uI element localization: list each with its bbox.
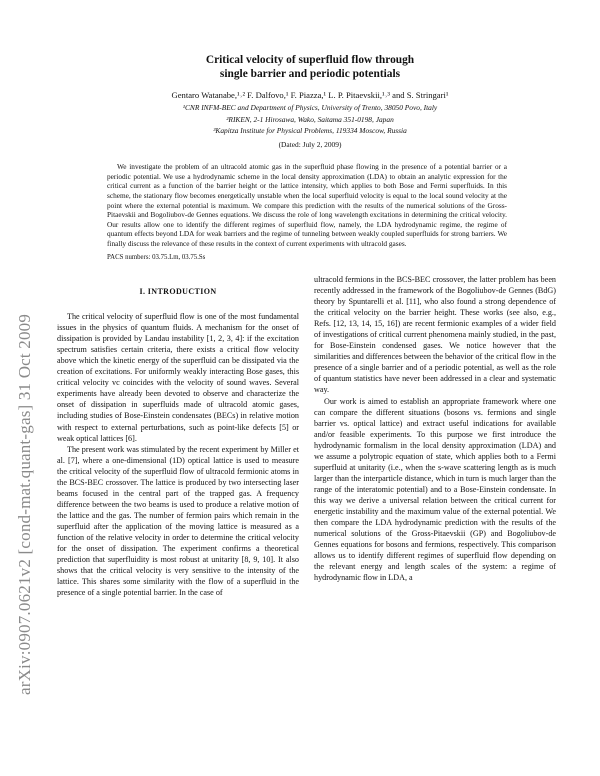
affiliation-3: ³Kapitza Institute for Physical Problems, 119334 Moscow, Russia [213, 126, 407, 135]
title-line-1: Critical velocity of superfluid flow through [205, 54, 415, 66]
body-paragraph: The critical velocity of superfluid flow is one of the most fundamental issues in the physics of quantum fluids. A mechanism for the onset of dissipation is provided by Landau instability [1, 2, 3, 4]: if the excitation spectrum satisfies certain criteria, there exists a critical flow velocity above which the kinetic energy of the superfluid can be dissipated via the creation of excitations. For uniformly weakly interacting Bose gases, this critical velocity vc coincides with the velocity of sound waves. Several experiments have already been devoted to observe and characterize the onset of dissipation in superfluids made of ultracold atomic gases, including studies of Bose-Einstein condensates (BECs) in relative motion with respect to external perturbations, such as point-like defects [5] or weak optical lattices [6]. [57, 312, 299, 443]
paper-title [60, 53, 560, 81]
abstract: We investigate the problem of an ultracold atomic gas in the superfluid phase flowing in the presence of a potential barrier or a periodic potential. We use a hydrodynamic scheme in the local density approximation (LDA) to obtain an analytic expression for the critical current as a function of the barrier height or the lattice intensity, which applies to both Bose and Fermi superfluids. In this scheme, the stationary flow becomes energetically unstable when the local superfluid velocity is equal to the local sound velocity at the point where the external potential is maximum. We compare this prediction with the results of the numerical solutions of the Gross-Pitaevskii and Bogoliubov-de Gennes equations. We discuss the role of long wavelength excitations in determining the critical velocity. Our results allow one to identify the different regimes of superfluid flow, namely, the LDA hydrodynamic regime, the regime of quantum effects beyond LDA for weak barriers and the regime of tunneling between weakly coupled superfluids for strong barriers. We finally discuss the relevance of these results in the context of current experiments with ultracold gases. [107, 162, 507, 249]
section-heading-introduction: I. INTRODUCTION [139, 287, 217, 296]
pacs-numbers: PACS numbers: 03.75.Lm, 03.75.Ss [107, 254, 206, 261]
title-line-2: single barrier and periodic potentials [219, 68, 401, 80]
arxiv-identifier: arXiv:0907.0621v2 [cond-mat.quant-gas] 31 Oct 2009 [15, 313, 34, 695]
body-paragraph: ultracold fermions in the BCS-BEC crossover, the latter problem has been recently addressed in the framework of the Bogoliubov-de Gennes (BdG) theory by Spuntarelli et al. [11], who also found a strong dependence of the critical velocity on the barrier height. These works (see also, e.g., Refs. [12, 13, 14, 15, 16]) are recent fermionic examples of a wider field of investigations of critical current phenomena mainly studied, in the past, for Bose-Einstein condensed gases. We notice however that the similarities and differences between the behavior of the critical flow in the presence of a single barrier and of a periodic potential, as well as the role of quantum statistics have never been addressed in a clear and systematic way. [314, 275, 556, 395]
author-list: Gentaro Watanabe,¹˒² F. Dalfovo,¹ F. Piazza,¹ L. P. Pitaevskii,¹˒³ and S. Stringari¹ [171, 90, 449, 100]
affiliation-1: ¹CNR INFM-BEC and Department of Physics, University of Trento, 38050 Povo, Italy [182, 103, 438, 112]
affiliation-2: ²RIKEN, 2-1 Hirosawa, Wako, Saitama 351-0198, Japan [226, 115, 394, 124]
arxiv-sidebar [8, 175, 42, 695]
dated-line: (Dated: July 2, 2009) [278, 140, 342, 149]
body-paragraph: Our work is aimed to establish an appropriate framework where one can compare the different situations (bosons vs. fermions and single barrier vs. optical lattice) and extract useful indications for available and/or feasible experiments. To this purpose we first introduce the hydrodynamic formalism in the local density approximation (LDA) and we assume a polytropic equation of state, which applies both to a Fermi superfluid at unitarity (i.e., when the s-wave scattering length as is much larger than the interparticle distance, which in turn is much larger than the range of the interatomic potential) and to a Bose-Einstein condensate. In this way we derive a universal relation between the critical current for energetic instability and the maximum value of the external potential. We then compare the LDA hydrodynamic prediction with the results of the numerical solutions of the Gross-Pitaevskii (GP) and Bogoliubov-de Gennes equations for bosons and fermions, respectively. This comparison allows us to identify different regimes of superfluid flow depending on the relevant energy and length scales of the system: a regime of hydrodynamic flow in LDA, a [314, 396, 556, 583]
body-paragraph: The present work was stimulated by the recent experiment by Miller et al. [7], where a one-dimensional (1D) optical lattice is used to measure the critical velocity of the superfluid flow of ultracold fermionic atoms in the BCS-BEC crossover. The lattice is produced by two intersecting laser beams focused in the central part of the trapped gas. A frequency difference between the two beams is used to produce a relative motion of the lattice and the gas. The number of fermion pairs which remain in the superfluid after the application of the moving lattice is measured as a function of the relative velocity in order to determine the critical velocity for the onset of dissipation. The experiment confirms a theoretical prediction that superfluidity is most robust at unitarity [8, 9, 10]. It also shows that the critical velocity is very sensitive to the intensity of the lattice. This shares some similarity with the flow of a superfluid in the presence of a single potential barrier. In the case of [57, 444, 299, 598]
left-column [57, 286, 299, 598]
right-column [314, 274, 556, 583]
